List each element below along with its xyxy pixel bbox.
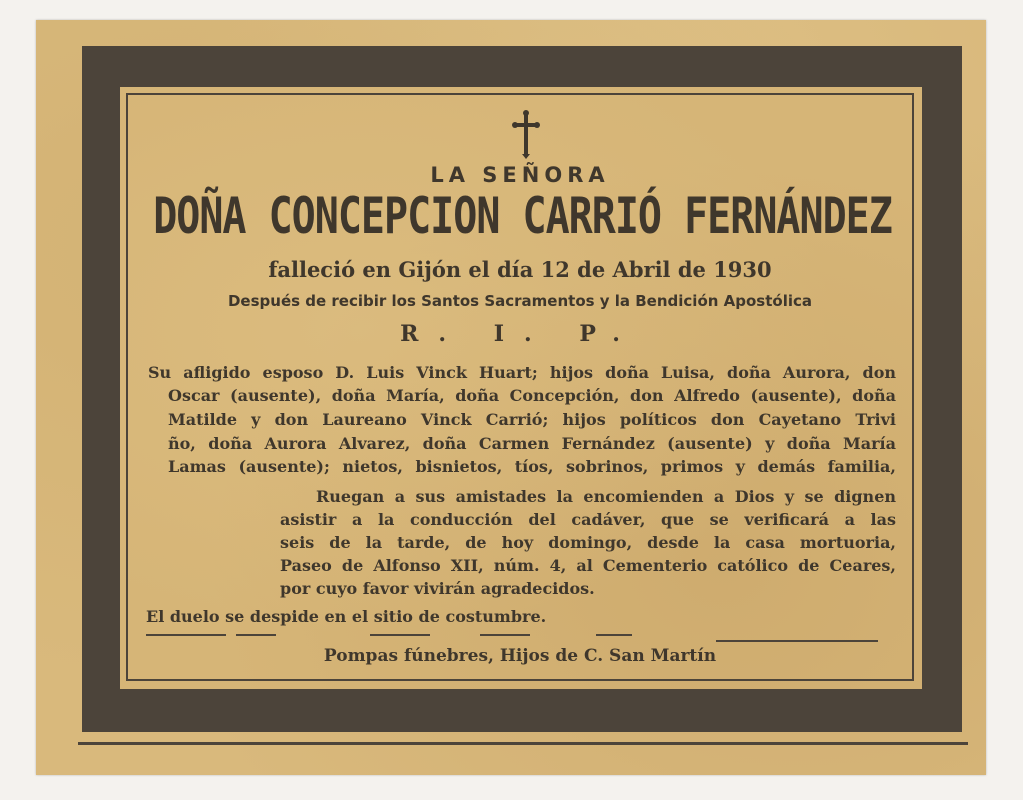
notice-title: LA SEÑORA [430, 163, 610, 187]
family-line: Lamas (ausente); nietos, bisnietos, tíos, sobrinos, primos y demás familia, [168, 457, 896, 476]
rule-dash [480, 634, 530, 636]
bottom-rule [78, 742, 968, 745]
request-line: Paseo de Alfonso XII, núm. 4, al Cementerio católico de Ceares, [280, 556, 896, 575]
duel-line: El duelo se despide en el sitio de costumbre. [146, 607, 547, 626]
sacraments-line: Después de recibir los Santos Sacramentos y la Bendición Apostólica [227, 292, 813, 310]
deceased-name: DOÑA CONCEPCION CARRIÓ FERNÁNDEZ [153, 188, 892, 246]
rule-dash [716, 640, 878, 642]
family-line: Oscar (ausente), doña María, doña Concepción, don Alfredo (ausente), doña [168, 386, 896, 405]
rule-dash [146, 634, 226, 636]
death-date-line: falleció en Gijón el día 12 de Abril de 1930 [268, 257, 772, 282]
rule-dash [236, 634, 276, 636]
request-line: por cuyo favor vivirán agradecidos. [280, 579, 595, 598]
request-line: seis de la tarde, de hoy domingo, desde la casa mortuoria, [280, 533, 896, 552]
rule-dash [370, 634, 430, 636]
family-line: ño, doña Aurora Alvarez, doña Carmen Fernández (ausente) y doña María [168, 434, 896, 453]
rule-dash [596, 634, 632, 636]
cross-icon [512, 110, 540, 160]
family-line: Su afligido esposo D. Luis Vinck Huart; hijos doña Luisa, doña Aurora, don [148, 363, 896, 382]
request-line: asistir a la conducción del cadáver, que se verificará a las [280, 510, 896, 529]
request-line: Ruegan a sus amistades la encomienden a Dios y se dignen [316, 487, 896, 506]
family-line: Matilde y don Laureano Vinck Carrió; hijos políticos don Cayetano Trivi [168, 410, 896, 429]
rip-line: R. I. P. [400, 321, 640, 347]
funeral-home-line: Pompas fúnebres, Hijos de C. San Martín [323, 646, 717, 666]
